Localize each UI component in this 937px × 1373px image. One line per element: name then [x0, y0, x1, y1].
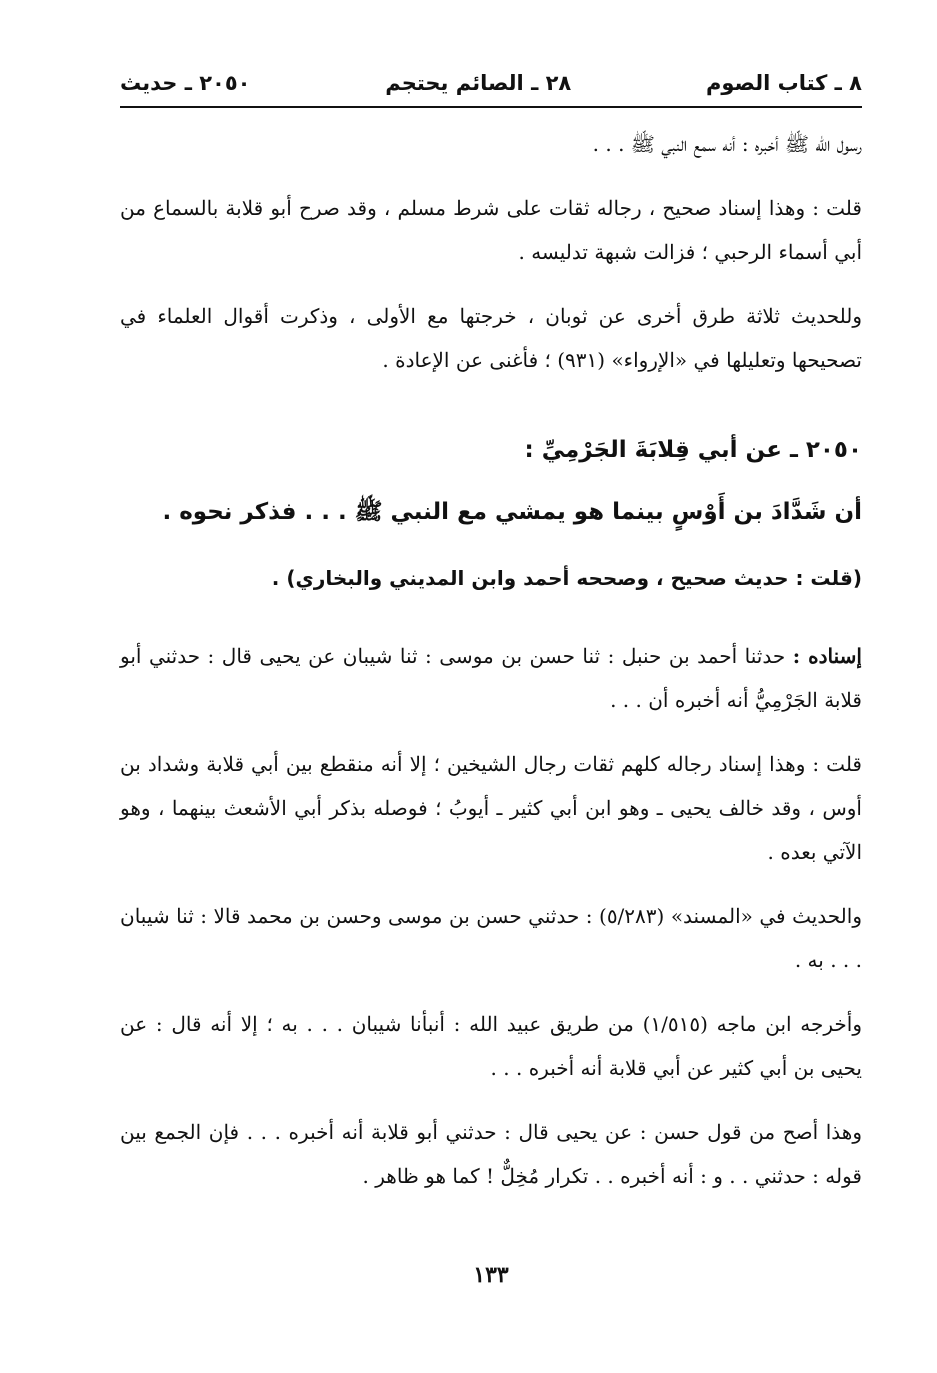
isnad-label: إسناده :: [792, 644, 862, 668]
running-header: [120, 66, 862, 108]
hadith-heading: ٢٠٥٠ ـ عن أبي قِلابَةَ الجَرْمِيِّ :: [524, 437, 862, 463]
paragraph-ibn-majah: وأخرجه ابن ماجه (١/٥١٥) من طريق عبيد الله : أنبأنا شيبان . . . به ؛ إلا أنه قال : عن يحيى بن أبي كثير عن أبي قلابة أنه أخبره . . .: [120, 1012, 862, 1080]
page-number: ١٣٣: [473, 1262, 509, 1288]
hadith-text: أن شَدَّادَ بن أَوْسٍ بينما هو يمشي مع النبي ﷺ . . . فذكر نحوه .: [162, 499, 862, 525]
section-title: ٢٨ ـ الصائم يحتجم: [385, 71, 572, 95]
isnad-text: حدثنا أحمد بن حنبل : ثنا حسن بن موسى : ثنا شيبان عن يحيى قال : حدثني أبو قلابة الجَرْمِيُّ أنه أخبره أن . . .: [120, 644, 862, 712]
paragraph-isnad-critique: قلت : وهذا إسناد رجاله كلهم ثقات رجال الشيخين ؛ إلا أنه منقطع بين أبي قلابة وشداد بن أوس ، وقد خالف يحيى ـ وهو ابن أبي كثير ـ أيوبُ ؛ فوصله بذكر أبي الأشعث بينهما ، وهو الآتي بعده .: [120, 752, 862, 864]
hadith-verdict: (قلت : حديث صحيح ، وصححه أحمد وابن المديني والبخاري) .: [271, 566, 862, 590]
hadith-reference: ٢٠٥٠ ـ حديث: [120, 71, 251, 95]
paragraph-isnad-assessment: قلت : وهذا إسناد صحيح ، رجاله ثقات على شرط مسلم ، وقد صرح أبو قلابة بالسماع من أبي أسماء الرحبي ؛ فزالت شبهة تدليسه .: [120, 196, 862, 264]
paragraph-musnad-source: والحديث في «المسند» (٥/٢٨٣) : حدثني حسن بن موسى وحسن بن محمد قالا : ثنا شيبان . . . به .: [120, 904, 862, 972]
page-body: [120, 122, 862, 1198]
paragraph-conclusion: وهذا أصح من قول حسن : عن يحيى قال : حدثني أبو قلابة أنه أخبره . . . فإن الجمع بين قوله : حدثني . . و : أنه أخبره . . تكرار مُخِلٌّ ! كما هو ظاهر .: [120, 1120, 862, 1188]
paragraph-other-routes: وللحديث ثلاثة طرق أخرى عن ثوبان ، خرجتها مع الأولى ، وذكرت أقوال العلماء في تصحيحها وتعليلها في «الإرواء» (٩٣١) ؛ فأغنى عن الإعادة .: [120, 304, 862, 372]
book-page: [120, 0, 862, 1373]
paragraph-continuation: رسول الله ﷺ أخبره : أنه سمع النبي ﷺ . . .: [592, 132, 862, 156]
paragraph-isnad: [120, 634, 862, 722]
chapter-title: ٨ ـ كتاب الصوم: [705, 71, 862, 95]
